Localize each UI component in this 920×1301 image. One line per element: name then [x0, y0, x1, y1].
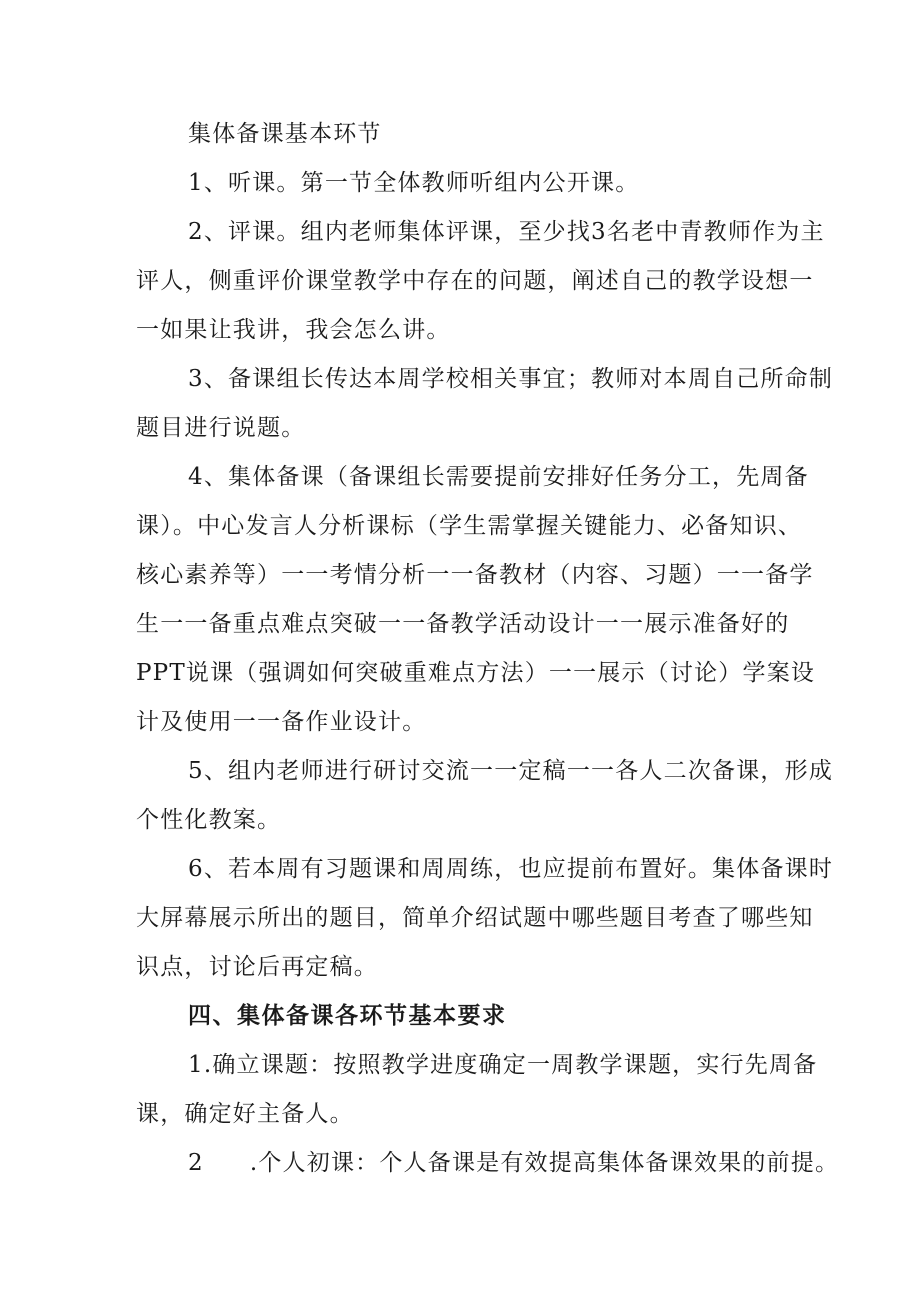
paragraph-4-line-1: 4、集体备课（备课组长需要提前安排好任务分工，先周备: [188, 464, 809, 490]
paragraph-2-line-1: 2、评课。组内老师集体评课，至少找3名老中青教师作为主: [188, 219, 825, 245]
paragraph-2-line-2: 评人，侧重评价课堂教学中存在的问题，阐述自己的教学设想一: [136, 268, 814, 294]
paragraph-6-line-1: 6、若本周有习题课和周周练，也应提前布置好。集体备课时: [188, 856, 834, 882]
requirement-2-line-1: [188, 1148, 839, 1178]
paragraph-5-line-2: 个性化教案。: [136, 807, 282, 833]
section-heading: 四、集体备课各环节基本要求: [188, 1003, 507, 1029]
subheading-collective-prep-steps: 集体备课基本环节: [188, 121, 382, 147]
paragraph-5-line-1: 5、组内老师进行研讨交流一一定稿一一各人二次备课，形成: [188, 758, 834, 784]
paragraph-2-line-3: 一如果让我讲，我会怎么讲。: [136, 317, 451, 343]
paragraph-3-line-1: 3、备课组长传达本周学校相关事宜；教师对本周自己所命制: [188, 366, 834, 392]
paragraph-3-line-2: 题目进行说题。: [136, 415, 306, 441]
paragraph-1-line-1: 1、听课。第一节全体教师听组内公开课。: [188, 170, 640, 196]
paragraph-6-line-3: 识点，讨论后再定稿。: [136, 954, 378, 980]
requirement-2-number: 2: [188, 1150, 204, 1176]
requirement-2-text: .个人初课：个人备课是有效提高集体备课效果的前提。: [249, 1150, 840, 1176]
paragraph-4-line-5: PPT说课（强调如何突破重难点方法）一一展示（讨论）学案设: [136, 660, 816, 686]
paragraph-4-line-2: 课）。中心发言人分析课标（学生需掌握关键能力、必备知识、: [136, 513, 803, 539]
paragraph-4-line-6: 计及使用一一备作业设计。: [136, 709, 427, 735]
paragraph-4-line-3: 核心素养等）一一考情分析一一备教材（内容、习题）一一备学: [136, 562, 814, 588]
requirement-1-line-1: 1.确立课题：按照教学进度确定一周教学课题，实行先周备: [188, 1052, 818, 1078]
paragraph-6-line-2: 大屏幕展示所出的题目，简单介绍试题中哪些题目考查了哪些知: [136, 905, 814, 931]
requirement-1-line-2: 课，确定好主备人。: [136, 1101, 354, 1127]
paragraph-4-line-4: 生一一备重点难点突破一一备教学活动设计一一展示准备好的: [136, 611, 790, 637]
